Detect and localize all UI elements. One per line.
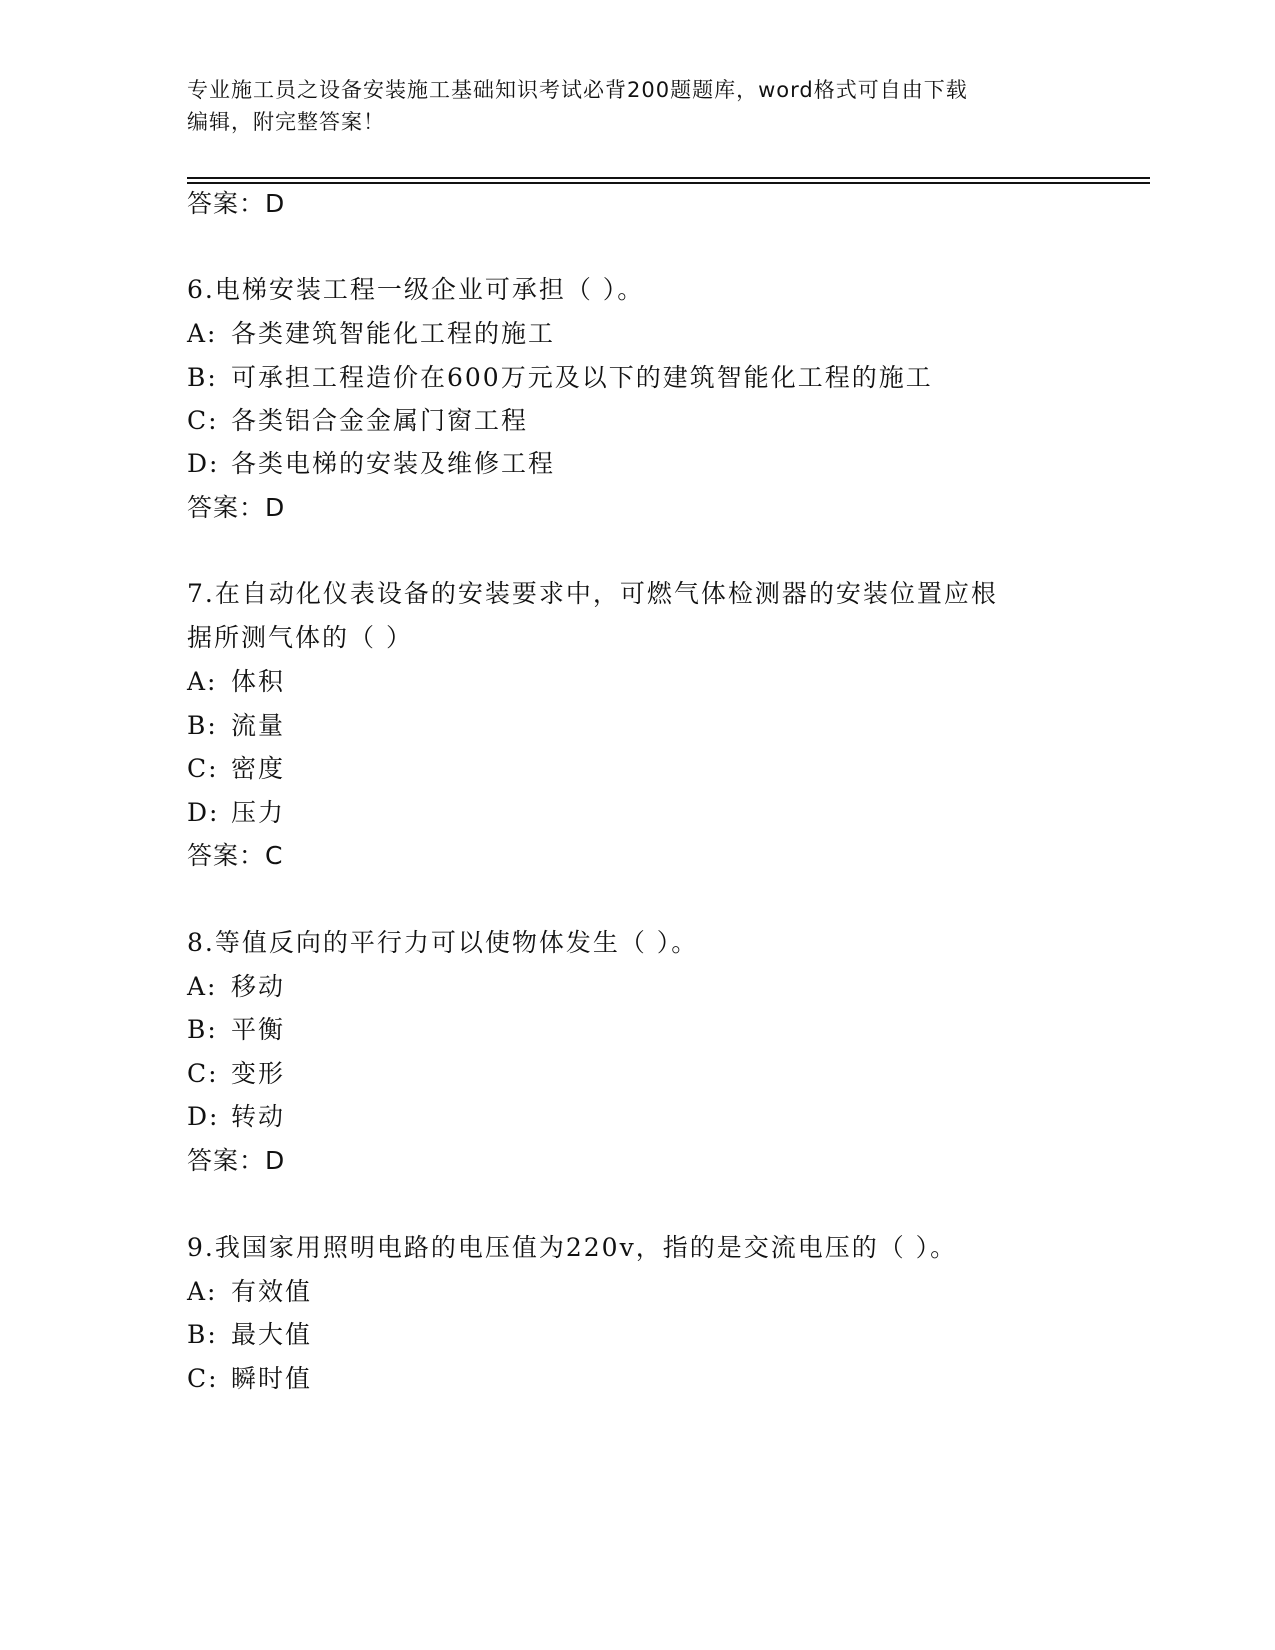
header-title-line-2: 编辑，附完整答案！ [187, 110, 385, 134]
option-text: 有效值 [231, 1277, 313, 1306]
question-8-answer: 答案：D [187, 1146, 286, 1175]
option-key: B: [187, 1320, 218, 1349]
question-8-option-c [187, 1058, 285, 1090]
previous-answer: 答案：D [187, 189, 286, 218]
option-text: 转动 [231, 1102, 286, 1131]
option-text: 瞬时值 [231, 1364, 313, 1393]
option-key: C: [187, 754, 219, 783]
header-title-line-1: 专业施工员之设备安装施工基础知识考试必背200题题库，word格式可自由下载 [187, 78, 968, 102]
question-7-option-b [187, 710, 285, 742]
option-key: B: [187, 711, 218, 740]
question-8-option-b [187, 1014, 285, 1046]
question-6-option-c [187, 405, 528, 437]
question-6-option-b [187, 362, 933, 394]
question-7-stem-line-2: 据所测气体的（ ） [187, 623, 413, 652]
document-header [187, 74, 1087, 138]
option-text: 移动 [231, 972, 286, 1001]
option-key: C: [187, 406, 219, 435]
option-key: D: [187, 449, 220, 478]
option-key: C: [187, 1059, 219, 1088]
question-7-option-c [187, 753, 285, 785]
question-7-option-a [187, 666, 285, 698]
option-text: 压力 [231, 798, 286, 827]
question-9-stem: 9.我国家用照明电路的电压值为220v，指的是交流电压的（ ）。 [187, 1233, 958, 1262]
question-8-stem: 8.等值反向的平行力可以使物体发生（ ）。 [187, 928, 699, 957]
header-divider-top [187, 177, 1150, 179]
question-8-option-a [187, 971, 285, 1003]
option-text: 各类电梯的安装及维修工程 [231, 449, 556, 478]
question-7-option-d [187, 797, 285, 829]
option-key: A: [187, 319, 218, 348]
option-text: 可承担工程造价在600万元及以下的建筑智能化工程的施工 [231, 363, 933, 392]
option-text: 最大值 [231, 1320, 313, 1349]
option-text: 平衡 [231, 1015, 286, 1044]
option-key: C: [187, 1364, 219, 1393]
option-key: A: [187, 972, 218, 1001]
option-text: 各类建筑智能化工程的施工 [231, 319, 556, 348]
question-9-option-c [187, 1363, 312, 1395]
question-7-stem-line-1: 7.在自动化仪表设备的安装要求中，可燃气体检测器的安装位置应根 [187, 579, 998, 608]
question-9-option-b [187, 1319, 312, 1351]
question-6-option-a [187, 318, 555, 350]
option-key: A: [187, 1277, 218, 1306]
header-divider-bottom [187, 182, 1150, 184]
option-key: B: [187, 363, 218, 392]
option-key: D: [187, 798, 220, 827]
option-key: B: [187, 1015, 218, 1044]
question-6-stem: 6.电梯安装工程一级企业可承担（ ）。 [187, 275, 645, 304]
option-text: 体积 [231, 667, 286, 696]
question-7-answer: 答案：C [187, 841, 284, 870]
question-6-answer: 答案：D [187, 493, 286, 522]
option-text: 各类铝合金金属门窗工程 [231, 406, 529, 435]
question-6-option-d [187, 448, 555, 480]
option-text: 密度 [231, 754, 286, 783]
option-key: D: [187, 1102, 220, 1131]
question-9-option-a [187, 1276, 312, 1308]
option-key: A: [187, 667, 218, 696]
option-text: 变形 [231, 1059, 286, 1088]
option-text: 流量 [231, 711, 286, 740]
question-8-option-d [187, 1101, 285, 1133]
